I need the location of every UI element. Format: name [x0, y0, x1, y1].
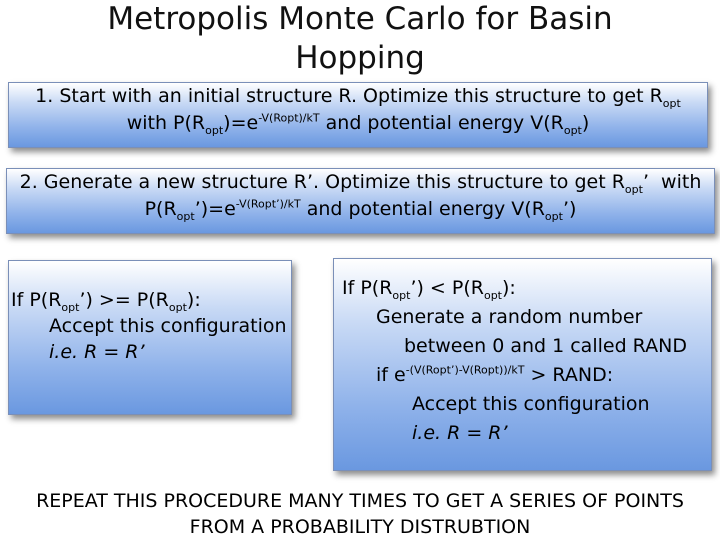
step-1-sub-b: opt	[205, 123, 224, 137]
right-sub-1: opt	[392, 288, 411, 302]
step-1-sub-d: opt	[563, 123, 582, 137]
right-line-4	[334, 361, 711, 390]
step-2-sub-d: opt	[544, 209, 563, 223]
right-sup-4: -(V(Ropt’)-V(Ropt))/kT	[405, 363, 525, 377]
left-line-3	[9, 339, 291, 365]
right-line-3: between 0 and 1 called RAND	[404, 335, 687, 357]
step-2-line-2	[7, 196, 714, 223]
step-2-sub-a: opt	[624, 182, 643, 196]
metropolis-condition-box	[333, 258, 712, 471]
slide-title	[40, 0, 680, 78]
left-sub-2: opt	[168, 300, 187, 314]
left-line-1	[9, 287, 291, 313]
right-line-5: Accept this configuration	[412, 393, 650, 415]
step-2-text-c: ’)=e	[194, 198, 236, 220]
right-text-1c: ):	[502, 277, 516, 299]
metropolis-condition-text	[334, 274, 711, 448]
step-2-sup-c: -V(Ropt’)/kT	[235, 197, 301, 211]
step-2-text-a2: ’ with	[642, 171, 702, 193]
title-line-1: Metropolis Monte Carlo for Basin	[107, 1, 613, 37]
right-text-1a: If P(R	[342, 277, 393, 299]
left-text-1c: ):	[186, 289, 201, 311]
right-line-6	[334, 419, 711, 448]
left-line-2: Accept this configuration	[49, 315, 287, 337]
left-sub-1: opt	[61, 300, 80, 314]
accept-condition-box	[8, 260, 292, 415]
step-2-text-d: and potential energy V(R	[300, 198, 545, 220]
left-text-1b: ’) >= P(R	[79, 289, 169, 311]
step-2-line-1	[7, 169, 714, 196]
step-1-sub-a: opt	[662, 96, 681, 110]
footer-line-2: FROM A PROBABILITY DISTRUBTION	[189, 516, 531, 538]
step-1-text-e: )	[581, 112, 590, 134]
step-1-text-b: with P(R	[126, 112, 206, 134]
step-1-line-1	[9, 83, 707, 110]
step-1-box	[8, 82, 708, 148]
right-sub-2: opt	[483, 288, 502, 302]
step-1-text-c: )=e	[223, 112, 259, 134]
right-text-4b: > RAND:	[524, 364, 614, 386]
left-text-1a: If P(R	[11, 289, 62, 311]
right-line-2: Generate a random number	[376, 306, 643, 328]
step-2-text-e: ’)	[562, 198, 577, 220]
step-2-text-a: 2. Generate a new structure R’. Optimize this structure to get R	[19, 171, 625, 193]
step-1-text-d: and potential energy V(R	[319, 112, 564, 134]
title-line-2: Hopping	[295, 40, 425, 76]
right-text-4a: if e	[376, 364, 406, 386]
right-text-1b: ’) < P(R	[410, 277, 484, 299]
step-2-sub-b: opt	[176, 209, 195, 223]
right-line-1	[334, 274, 711, 303]
step-2-box	[6, 168, 715, 234]
step-2-text-b: P(R	[144, 198, 177, 220]
footer-note	[0, 488, 720, 540]
left-text-3: i.e. R = R’	[49, 341, 145, 363]
step-1-sup-c: -V(Ropt)/kT	[258, 111, 320, 125]
step-1-line-2	[9, 110, 707, 137]
footer-line-1: REPEAT THIS PROCEDURE MANY TIMES TO GET A SERIES OF POINTS	[36, 490, 684, 512]
step-1-text-a: 1. Start with an initial structure R. Optimize this structure to get R	[35, 85, 663, 107]
right-text-6: i.e. R = R’	[412, 422, 508, 444]
accept-condition-text	[9, 287, 291, 365]
